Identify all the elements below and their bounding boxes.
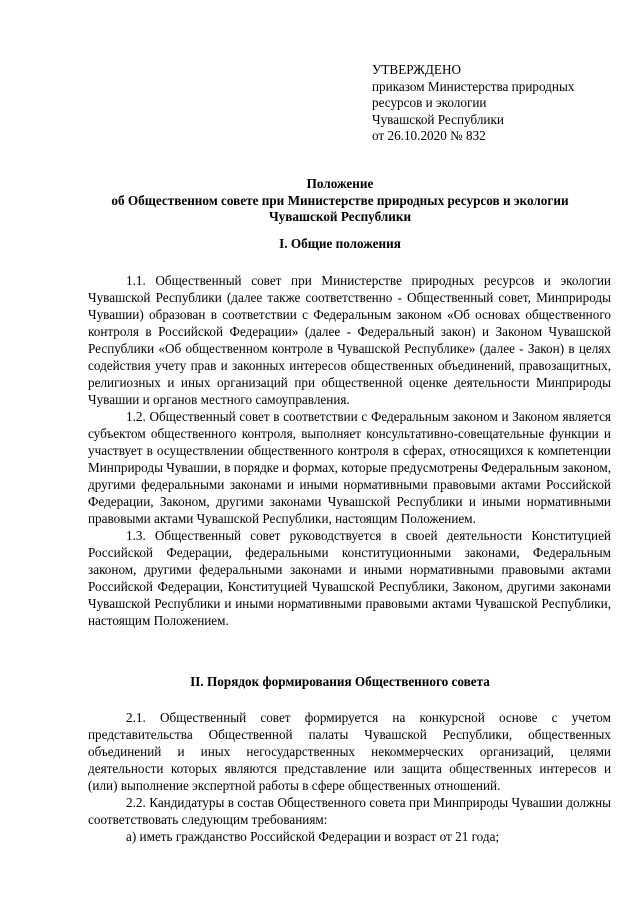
document-title	[70, 176, 610, 226]
paragraph-1-2: 1.2. Общественный совет в соответствии с Федеральным законом и Законом является субъектом общественного контроля, выполняет консультативно-совещательные функции и участвует в осуществлении общественного контроля в сферах, относящихся к компетенции Минприроды Чувашии, в порядке и формах, которые предусмотрены Федеральным законом, другими федеральными законами и иными нормативными правовыми актами Российской Федерации, Законом, другими законами Чувашской Республики и иными нормативными правовыми актами Чувашской Республики, настоящим Положением.	[88, 409, 611, 526]
approval-line: УТВЕРЖДЕНО	[372, 62, 462, 77]
paragraph-2-3: а) иметь гражданство Российской Федерации и возраст от 21 года;	[126, 829, 500, 844]
approval-line: ресурсов и экологии	[372, 95, 487, 111]
approval-line: от 26.10.2020 № 832	[372, 128, 486, 144]
title-line: Положение	[306, 176, 374, 191]
paragraph-1-3: 1.3. Общественный совет руководствуется в своей деятельности Конституцией Российской Федерации, федеральными конституционными законами, Федеральным законом, другими федеральными законами и иными нормативными правовыми актами Российской Федерации, Конституцией Чувашской Республики, Законом, другими законами Чувашской Республики и иными нормативными правовыми актами Чувашской Республики, настоящим Положением.	[88, 528, 611, 628]
approval-line: приказом Министерства природных	[372, 78, 575, 94]
paragraph-2-2: 2.2. Кандидатуры в состав Общественного совета при Минприроды Чувашии должны соответствовать следующим требованиям:	[88, 795, 611, 827]
section-2-body	[88, 709, 611, 845]
title-line: об Общественном совете при Министерстве природных ресурсов и экологии	[111, 192, 569, 208]
section-1-body	[88, 272, 611, 629]
paragraph-2-1: 2.1. Общественный совет формируется на конкурсной основе с учетом представительства Общественной палаты Чувашской Республики, общественных объединений и иных негосударственных некоммерческих организаций, целями деятельности которых являются представление или защита общественных интересов и (или) выполнение экспертной работы в сфере общественных отношений.	[88, 710, 611, 793]
approval-stamp	[372, 62, 612, 145]
section-heading-1: I. Общие положения	[279, 236, 401, 251]
approval-line: Чувашской Республики	[372, 111, 504, 127]
section-heading-2: II. Порядок формирования Общественного совета	[190, 674, 490, 689]
paragraph-1-1: 1.1. Общественный совет при Министерстве природных ресурсов и экологии Чувашской Республики (далее также соответственно - Общественный совет, Минприроды Чувашии) образован в соответствии с Федеральным законом «Об основах общественного контроля в Российской Федерации» (далее - Федеральный закон) и Законом Чувашской Республики «Об общественном контроле в Чувашской Республике» (далее - Закон) в целях содействия учету прав и законных интересов общественных объединений, правозащитных, религиозных и иных организаций при общественной оценке деятельности Минприроды Чувашии и органов местного самоуправления.	[88, 273, 611, 407]
title-line: Чувашской Республики	[268, 209, 412, 225]
